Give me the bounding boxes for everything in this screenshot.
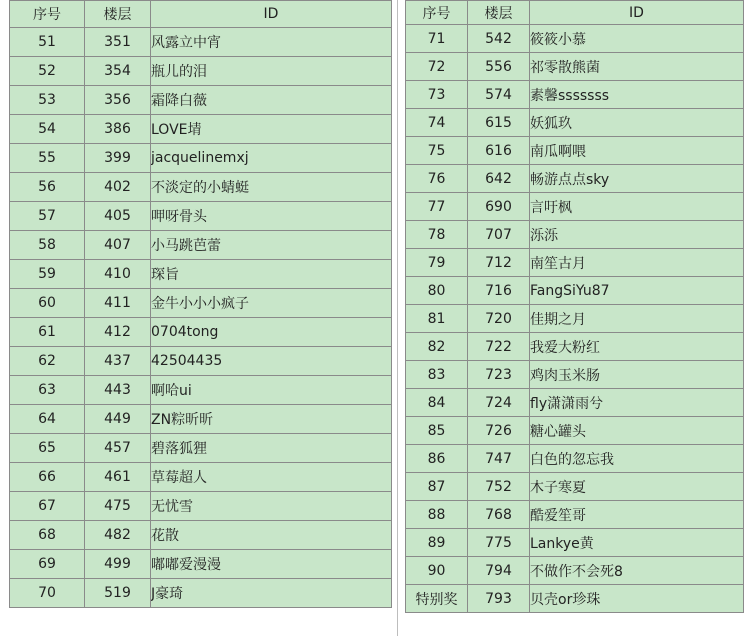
cell-id: 言吁枫 [530,193,744,221]
cell-index: 88 [406,501,468,529]
cell-floor: 723 [468,361,530,389]
cell-floor: 615 [468,109,530,137]
cell-index: 57 [10,202,85,231]
cell-index: 64 [10,405,85,434]
cell-floor: 356 [85,86,151,115]
cell-floor: 642 [468,165,530,193]
table-body [10,28,392,608]
cell-floor: 574 [468,81,530,109]
table-row [406,361,744,389]
cell-index: 78 [406,221,468,249]
cell-floor: 690 [468,193,530,221]
table-row [406,585,744,613]
table-row [10,28,392,57]
cell-floor: 412 [85,318,151,347]
cell-floor: 475 [85,492,151,521]
cell-floor: 405 [85,202,151,231]
cell-id: 南笙古月 [530,249,744,277]
table-row [406,473,744,501]
cell-floor: 449 [85,405,151,434]
cell-index: 59 [10,260,85,289]
table-row [406,249,744,277]
cell-floor: 556 [468,53,530,81]
cell-index: 58 [10,231,85,260]
cell-id: 南瓜啊喂 [530,137,744,165]
cell-index: 80 [406,277,468,305]
cell-floor: 519 [85,579,151,608]
cell-index: 66 [10,463,85,492]
cell-index: 83 [406,361,468,389]
cell-index: 89 [406,529,468,557]
cell-id: 不淡定的小蜻蜓 [151,173,392,202]
cell-index: 61 [10,318,85,347]
table-row [406,81,744,109]
cell-floor: 443 [85,376,151,405]
table-row [10,289,392,318]
cell-index: 73 [406,81,468,109]
cell-floor: 354 [85,57,151,86]
cell-id: jacquelinemxj [151,144,392,173]
table-row [406,53,744,81]
table-row [10,579,392,608]
header-row [406,1,744,25]
cell-id: 我爱大粉红 [530,333,744,361]
winners-table-left [9,0,392,608]
cell-index: 62 [10,347,85,376]
cell-index: 51 [10,28,85,57]
cell-floor: 768 [468,501,530,529]
cell-index: 72 [406,53,468,81]
cell-id: 鸡肉玉米肠 [530,361,744,389]
table-row [10,463,392,492]
table-row [10,521,392,550]
cell-id: fly潇潇雨兮 [530,389,744,417]
cell-index: 79 [406,249,468,277]
table-row [406,221,744,249]
header-index: 序号 [10,1,85,28]
cell-id: 筱筱小慕 [530,25,744,53]
table-body [406,25,744,613]
cell-index: 87 [406,473,468,501]
cell-id: 呷呀骨头 [151,202,392,231]
cell-index: 60 [10,289,85,318]
cell-id: 小马跳芭蕾 [151,231,392,260]
cell-index: 特别奖 [406,585,468,613]
cell-floor: 457 [85,434,151,463]
cell-id: 花散 [151,521,392,550]
cell-id: 素馨sssssss [530,81,744,109]
table-row [10,347,392,376]
cell-index: 63 [10,376,85,405]
cell-index: 86 [406,445,468,473]
table-row [10,231,392,260]
cell-index: 74 [406,109,468,137]
column-divider [397,0,398,636]
cell-floor: 542 [468,25,530,53]
table-row [406,109,744,137]
cell-floor: 726 [468,417,530,445]
cell-floor: 437 [85,347,151,376]
table-row [406,165,744,193]
cell-floor: 399 [85,144,151,173]
cell-id: ZN粽昕昕 [151,405,392,434]
cell-id: 啊哈ui [151,376,392,405]
table-row [10,86,392,115]
cell-floor: 793 [468,585,530,613]
cell-id: 泺泺 [530,221,744,249]
cell-index: 65 [10,434,85,463]
cell-floor: 747 [468,445,530,473]
cell-floor: 351 [85,28,151,57]
cell-id: 0704tong [151,318,392,347]
cell-floor: 775 [468,529,530,557]
cell-index: 55 [10,144,85,173]
cell-id: 风露立中宵 [151,28,392,57]
table-row [10,405,392,434]
cell-id: 白色的忽忘我 [530,445,744,473]
cell-id: 42504435 [151,347,392,376]
cell-id: 草莓超人 [151,463,392,492]
cell-index: 53 [10,86,85,115]
table-row [10,115,392,144]
cell-id: 妖狐玖 [530,109,744,137]
cell-index: 54 [10,115,85,144]
table-row [406,529,744,557]
table-row [10,57,392,86]
table-row [10,550,392,579]
table-row [10,318,392,347]
cell-id: 酷爱笙哥 [530,501,744,529]
cell-floor: 386 [85,115,151,144]
cell-floor: 402 [85,173,151,202]
cell-id: 琛旨 [151,260,392,289]
cell-floor: 482 [85,521,151,550]
cell-index: 81 [406,305,468,333]
header-id: ID [151,1,392,28]
cell-index: 90 [406,557,468,585]
cell-id: 金牛小小小疯子 [151,289,392,318]
cell-index: 75 [406,137,468,165]
cell-floor: 707 [468,221,530,249]
cell-floor: 716 [468,277,530,305]
table-row [406,25,744,53]
cell-id: 不做作不会死8 [530,557,744,585]
cell-index: 71 [406,25,468,53]
cell-index: 70 [10,579,85,608]
cell-id: Lankye黄 [530,529,744,557]
cell-id: 嘟嘟爱漫漫 [151,550,392,579]
cell-id: 贝壳or珍珠 [530,585,744,613]
cell-id: J豪琦 [151,579,392,608]
cell-id: FangSiYu87 [530,277,744,305]
cell-id: 霜降白薇 [151,86,392,115]
cell-id: 佳期之月 [530,305,744,333]
cell-index: 84 [406,389,468,417]
header-index: 序号 [406,1,468,25]
cell-index: 82 [406,333,468,361]
table-row [406,333,744,361]
cell-floor: 616 [468,137,530,165]
cell-id: 祁零散熊菌 [530,53,744,81]
table-row [10,260,392,289]
table-row [10,173,392,202]
table-row [406,389,744,417]
cell-floor: 722 [468,333,530,361]
table-row [10,144,392,173]
cell-floor: 411 [85,289,151,318]
header-id: ID [530,1,744,25]
table-row [406,305,744,333]
cell-index: 56 [10,173,85,202]
table-row [406,137,744,165]
cell-index: 77 [406,193,468,221]
header-floor: 楼层 [85,1,151,28]
cell-id: 木子寒夏 [530,473,744,501]
header-row [10,1,392,28]
cell-floor: 407 [85,231,151,260]
cell-index: 76 [406,165,468,193]
table-row [406,445,744,473]
cell-index: 68 [10,521,85,550]
cell-id: 糖心罐头 [530,417,744,445]
table-row [10,492,392,521]
table-row [10,434,392,463]
table-row [406,501,744,529]
cell-floor: 720 [468,305,530,333]
cell-id: 碧落狐狸 [151,434,392,463]
cell-floor: 752 [468,473,530,501]
cell-floor: 794 [468,557,530,585]
cell-floor: 461 [85,463,151,492]
table-row [406,193,744,221]
cell-id: 瓶儿的泪 [151,57,392,86]
cell-index: 69 [10,550,85,579]
cell-id: 畅游点点sky [530,165,744,193]
cell-floor: 499 [85,550,151,579]
table-row [406,277,744,305]
cell-id: LOVE埥 [151,115,392,144]
cell-floor: 712 [468,249,530,277]
header-floor: 楼层 [468,1,530,25]
table-row [406,557,744,585]
cell-id: 无忧雪 [151,492,392,521]
cell-index: 67 [10,492,85,521]
cell-index: 52 [10,57,85,86]
cell-floor: 410 [85,260,151,289]
table-row [10,376,392,405]
table-row [406,417,744,445]
table-row [10,202,392,231]
winners-table-right [405,0,744,613]
cell-index: 85 [406,417,468,445]
cell-floor: 724 [468,389,530,417]
